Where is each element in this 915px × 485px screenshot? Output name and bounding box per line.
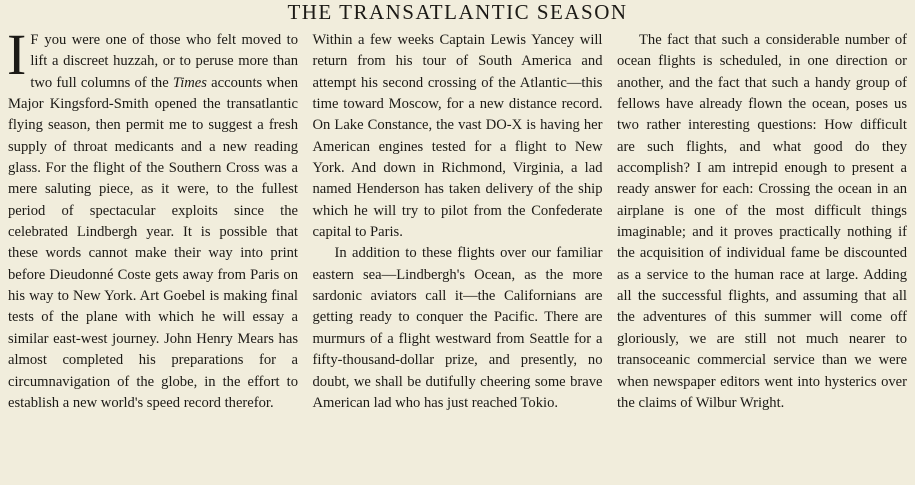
column-1 (7, 22, 299, 414)
paragraph-text: accounts when Major Kingsford-Smith opened the transatlantic flying season, then permit me to suggest a fresh supply of throat medicants and a new reading glass. For the flight of the Southern Cross was a mere saluting piece, as it were, to the fullest period of spectacular exploits since the celebrated Lindbergh year. It is possible that these words cannot make their way into print before Dieudonné Coste gets away from Paris on his way to New York. Art Goebel is making final tests of the plane with which he will essay a similar east-west journey. John Henry Mears has almost completed his preparations for a circumnavigation of the globe, in the effort to establish a new world's speed record therefor. (8, 74, 299, 411)
publication-name: Times (172, 74, 207, 91)
paragraph-text: you were one of those who felt moved to lift a discreet huzzah, or to peruse more than two full columns of the (30, 32, 298, 91)
column-2 (313, 30, 603, 414)
column-3 (617, 30, 907, 414)
drop-cap: I (7, 22, 27, 87)
article-title: THE TRANSATLANTIC SEASON (287, 0, 628, 24)
first-letter: F (30, 32, 39, 48)
paragraph: Within a few weeks Captain Lewis Yancey will return from his tour of South America and attempt his second crossing of the Atlantic—this time toward Moscow, for a new distance record. On Lake Constance, the vast DO-X is having her American engines tested for a flight to New York. And down in Richmond, Virginia, a lad named Henderson has taken delivery of the ship which he will try to pilot from the Confederate capital to Paris. (312, 32, 603, 241)
paragraph: The fact that such a considerable number of ocean flights is scheduled, in one direction or another, and the fact that such a handy group of fellows have already flown the ocean, poses us two rather interesting questions: How difficult are such flights, and what good do they accomplish? I am intrepid enough to present a ready answer for each: Crossing the ocean in an airplane is one of the most difficult things imaginable; and it proves practically nothing if the acquisition of individual fame be discounted as a service to the human race at large. Adding all the successful flights, and assuming that all the adventures of this summer will come off gloriously, we are still not much nearer to transoceanic commercial service than we were when newspaper editors went into hysterics over the claims of Wilbur Wright. (617, 32, 907, 411)
paragraph (7, 22, 299, 414)
paragraph: In addition to these flights over our familiar eastern sea—Lindbergh's Ocean, as the more sardonic aviators call it—the Californians are getting ready to conquer the Pacific. There are murmurs of a flight westward from Seattle for a fifty-thousand-dollar prize, and presently, no doubt, we shall be dutifully cheering some brave American lad who has just reached Tokio. (312, 245, 603, 411)
article-columns (7, 22, 907, 414)
